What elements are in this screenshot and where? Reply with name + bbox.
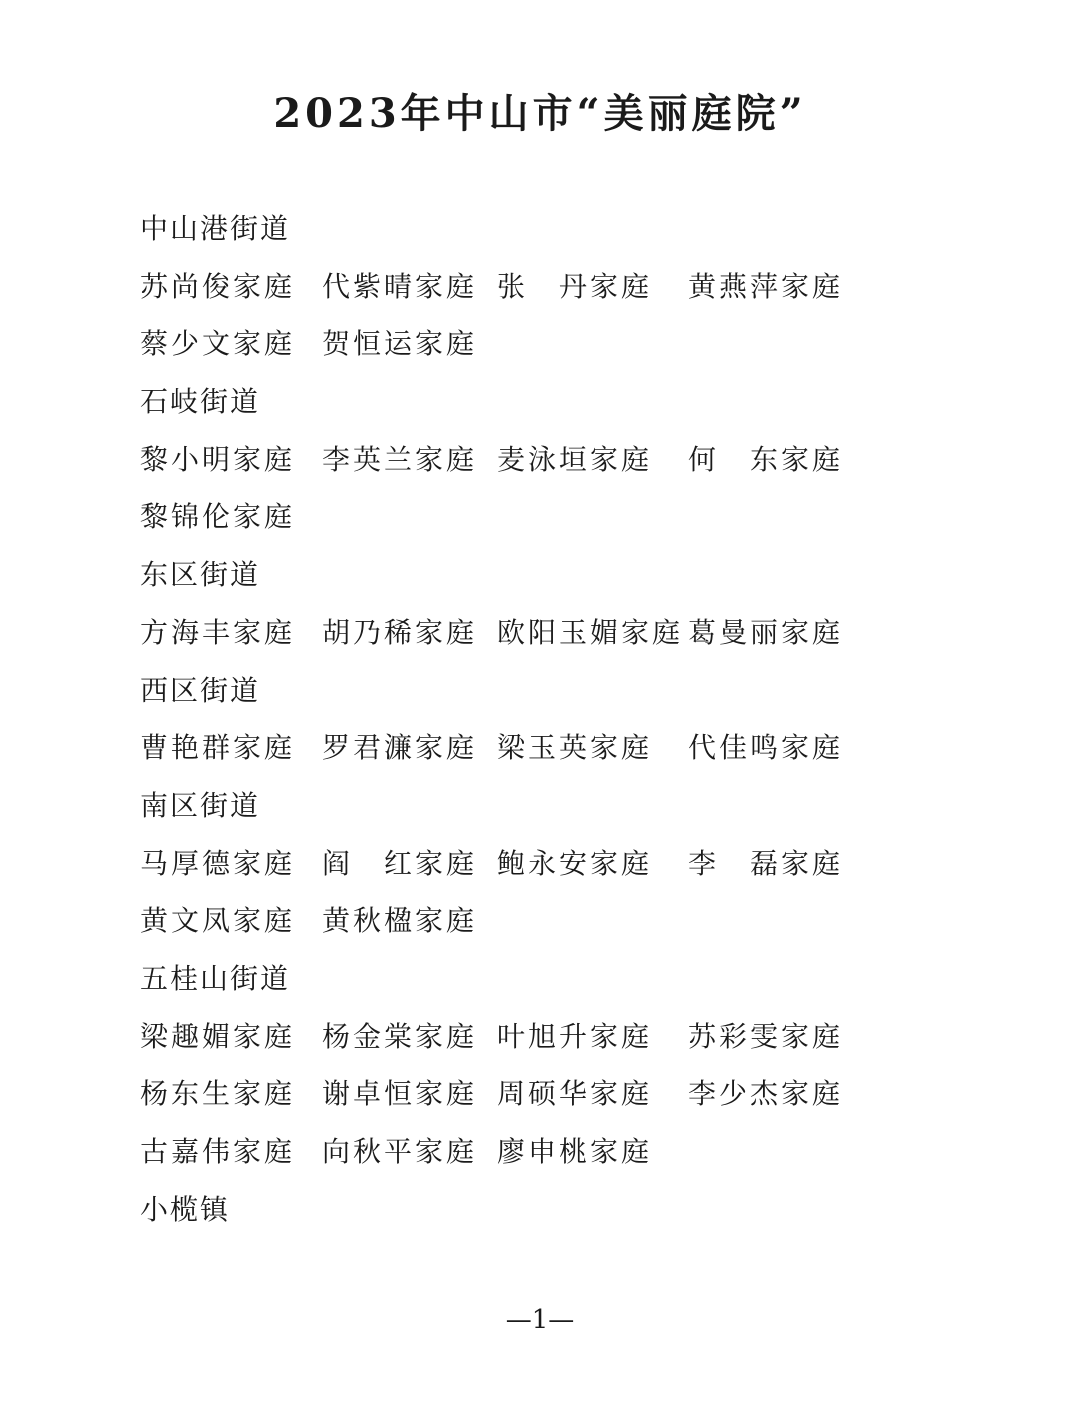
family-name: 贺恒运家庭 (322, 327, 478, 361)
family-name: 李 磊家庭 (688, 846, 844, 880)
family-row (140, 719, 940, 777)
family-name: 古嘉伟家庭 (140, 1135, 296, 1168)
family-name: 曹艳群家庭 (140, 731, 296, 765)
family-name: 杨金棠家庭 (322, 1019, 478, 1053)
family-row (140, 835, 940, 893)
family-name: 张 丹家庭 (497, 269, 653, 303)
district-heading: 石岐街道 (140, 385, 261, 419)
family-name: 胡乃稀家庭 (322, 615, 478, 649)
family-name: 谢卓恒家庭 (322, 1077, 478, 1111)
family-row (140, 604, 940, 662)
page-title: 2023年中山市“美丽庭院” (273, 90, 807, 137)
district-heading: 中山港街道 (140, 212, 291, 245)
family-name: 代紫晴家庭 (322, 269, 478, 303)
family-name: 梁趣媚家庭 (140, 1019, 296, 1053)
family-name: 罗君濂家庭 (322, 731, 478, 765)
district-heading: 五桂山街道 (140, 961, 291, 995)
family-name: 何 东家庭 (688, 442, 844, 476)
family-name: 马厚德家庭 (140, 846, 296, 880)
family-name: 黎小明家庭 (140, 442, 296, 476)
family-name: 黄秋楹家庭 (322, 904, 478, 938)
family-row (140, 258, 940, 316)
family-name: 黎锦伦家庭 (140, 500, 296, 534)
family-name: 周硕华家庭 (497, 1077, 653, 1111)
family-row (140, 431, 940, 489)
family-name: 叶旭升家庭 (497, 1019, 653, 1053)
family-row (140, 892, 940, 950)
family-name: 黄文凤家庭 (140, 904, 296, 938)
family-row (140, 488, 940, 546)
family-row (140, 1065, 940, 1123)
family-name: 黄燕萍家庭 (688, 269, 844, 303)
family-name: 苏尚俊家庭 (140, 269, 296, 303)
family-name: 苏彩雯家庭 (688, 1019, 844, 1053)
family-name: 廖申桃家庭 (497, 1135, 653, 1168)
district-heading: 西区街道 (140, 673, 261, 707)
family-name: 阎 红家庭 (322, 846, 478, 880)
family-name: 杨东生家庭 (140, 1077, 296, 1111)
district-heading: 东区街道 (140, 558, 261, 592)
family-row (140, 1008, 940, 1066)
family-name: 蔡少文家庭 (140, 327, 296, 361)
family-name: 李少杰家庭 (688, 1077, 844, 1111)
page-number: —1— (505, 1305, 575, 1335)
family-name: 代佳鸣家庭 (688, 731, 844, 765)
family-row (140, 315, 940, 373)
family-name: 鲍永安家庭 (497, 846, 653, 880)
family-name: 李英兰家庭 (322, 442, 478, 476)
family-name: 欧阳玉媚家庭 (497, 615, 684, 649)
family-name: 梁玉英家庭 (497, 731, 653, 765)
family-name: 向秋平家庭 (322, 1135, 478, 1168)
family-row (140, 1123, 940, 1181)
district-heading: 小榄镇 (140, 1192, 231, 1226)
award-list (140, 200, 940, 1238)
district-heading: 南区街道 (140, 788, 261, 822)
family-name: 葛曼丽家庭 (688, 615, 844, 649)
family-name: 麦泳垣家庭 (497, 442, 653, 476)
family-name: 方海丰家庭 (140, 615, 296, 649)
